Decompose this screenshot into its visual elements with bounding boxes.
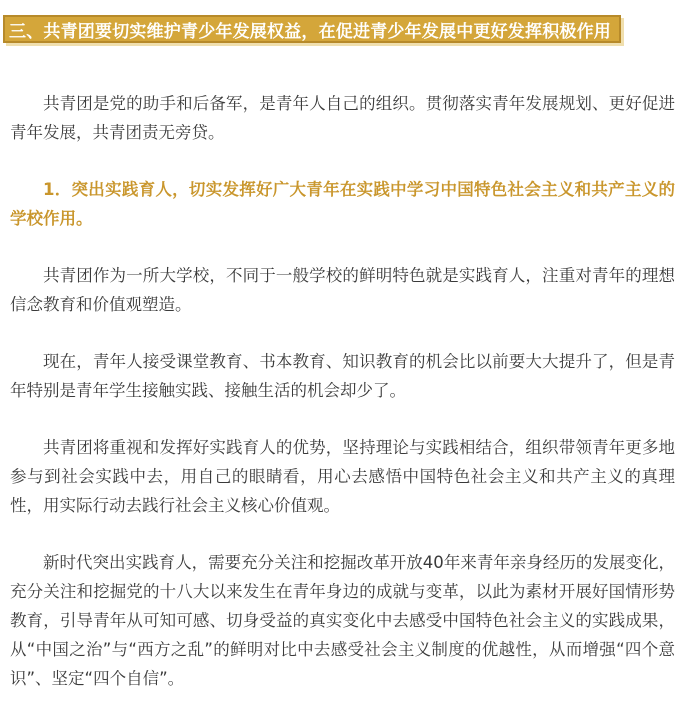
paragraph-big-school: 共青团作为一所大学校，不同于一般学校的鲜明特色就是实践育人，注重对青年的理想信念教育和价值观塑造。 xyxy=(10,266,675,314)
section-header xyxy=(3,15,621,43)
paragraph-practice-advantage: 共青团将重视和发挥好实践育人的优势，坚持理论与实践相结合，组织带领青年更多地参与到社会实践中去，用自己的眼睛看，用心去感悟中国特色社会主义和共产主义的真理性，用实际行动去践行社会主义核心价值观。 xyxy=(10,438,675,515)
paragraph-intro: 共青团是党的助手和后备军，是青年人自己的组织。贯彻落实青年发展规划、更好促进青年发展，共青团责无旁贷。 xyxy=(10,94,675,142)
section-title: 三、共青团要切实维护青少年发展权益，在促进青少年发展中更好发挥积极作用 xyxy=(9,21,611,42)
subheading-practice-education: 1．突出实践育人，切实发挥好广大青年在实践中学习中国特色社会主义和共产主义的学校作用。 xyxy=(10,180,675,228)
paragraph-current-situation: 现在，青年人接受课堂教育、书本教育、知识教育的机会比以前要大大提升了，但是青年特别是青年学生接触实践、接触生活的机会却少了。 xyxy=(10,352,675,400)
paragraph-new-era: 新时代突出实践育人，需要充分关注和挖掘改革开放40年来青年亲身经历的发展变化，充分关注和挖掘党的十八大以来发生在青年身边的成就与变革，以此为素材开展好国情形势教育，引导青年从可知可感、切身受益的真实变化中去感受中国特色社会主义的实践成果，从“中国之治”与“西方之乱”的鲜明对比中去感受社会主义制度的优越性，从而增强“四个意识”、坚定“四个自信”。 xyxy=(10,553,675,688)
